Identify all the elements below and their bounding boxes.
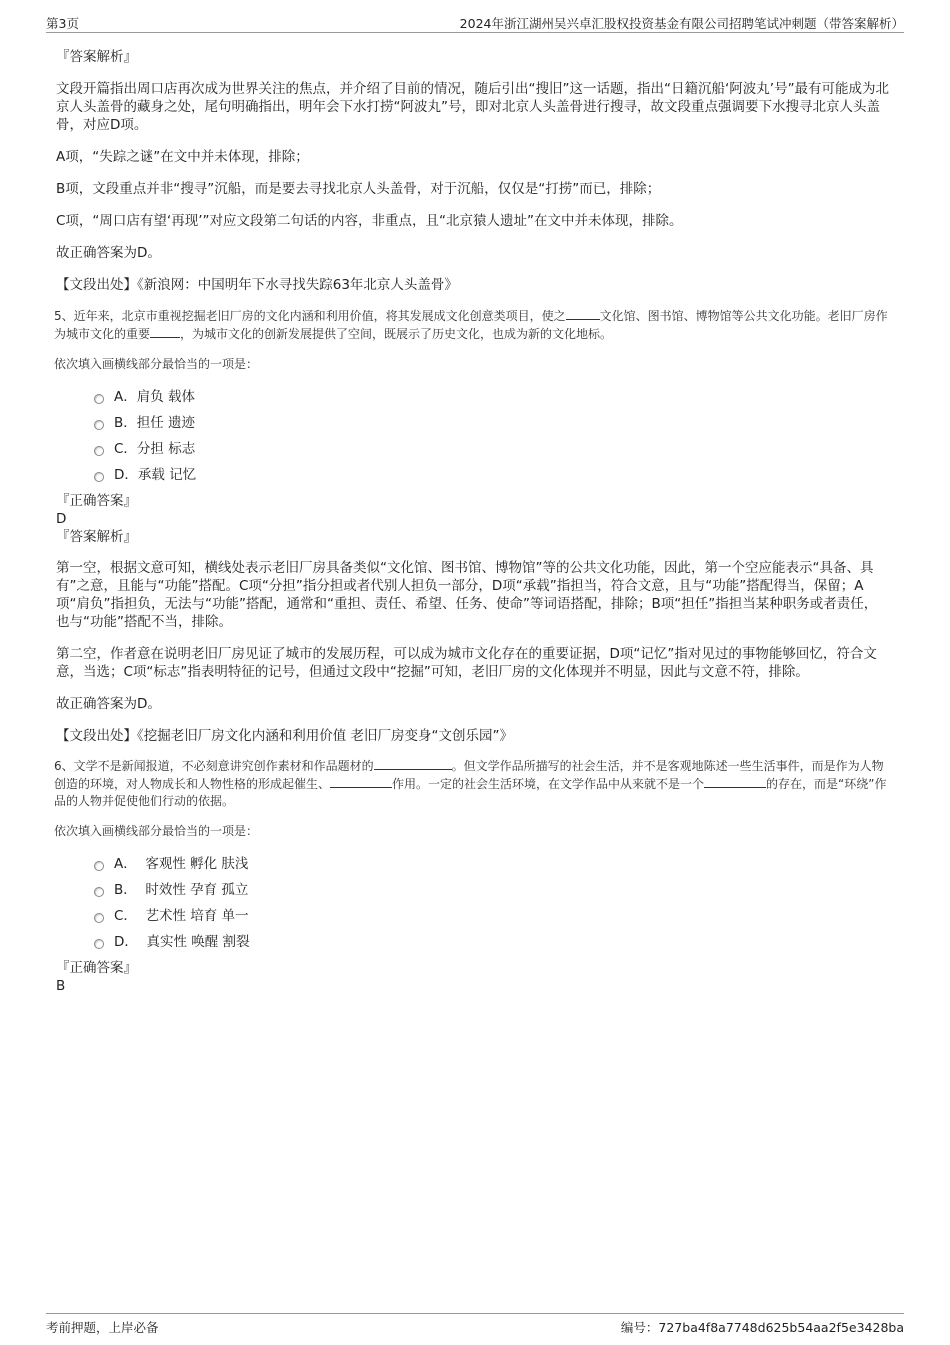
q6-option-c-label: C． 艺术性 培育 单一 xyxy=(114,908,249,924)
q6-stem-part3: 作用。一定的社会生活环境，在文学作品中从来就不是一个 xyxy=(392,777,705,791)
q4-option-a-note: A项，“失踪之谜”在文中并未体现，排除； xyxy=(56,149,309,165)
q6-blank-2 xyxy=(330,775,392,788)
radio-button-icon[interactable] xyxy=(94,472,104,482)
q5-option-c[interactable] xyxy=(94,436,890,462)
q6-answer: B xyxy=(56,978,66,994)
radio-button-icon[interactable] xyxy=(94,446,104,456)
page-footer xyxy=(46,1313,904,1335)
q6-option-a-label: A． 客观性 孵化 肤浅 xyxy=(114,856,249,872)
q6-stem-part4: 的存在，而是“环绕”作品的人物并促使他们行动的依据。 xyxy=(54,777,887,808)
q5-answer: D xyxy=(56,511,67,527)
q6-answer-heading: 『正确答案』 xyxy=(56,960,137,976)
q5-source: 【文段出处】《挖掘老旧厂房文化内涵和利用价值 老旧厂房变身“文创乐园”》 xyxy=(56,728,514,744)
radio-button-icon[interactable] xyxy=(94,420,104,430)
q6-stem-part1: 6、文学不是新闻报道，不必刻意讲究创作素材和作品题材的 xyxy=(54,759,374,773)
q4-conclusion: 故正确答案为D。 xyxy=(56,245,161,261)
q5-stem-part3: ，为城市文化的创新发展提供了空间，既展示了历史文化，也成为新的文化地标。 xyxy=(180,327,613,341)
page-header xyxy=(46,12,904,33)
document-body xyxy=(56,46,890,995)
q5-option-a[interactable] xyxy=(94,384,890,410)
q4-analysis-para: 文段开篇指出周口店再次成为世界关注的焦点，并介绍了目前的情况，随后引出“搜旧”这一话题，指出“日籍沉船‘阿波丸’号”最有可能成为北京人头盖骨的藏身之处，尾句明确指出，明年会下水打捞“阿波丸”号，即对北京人头盖骨进行搜寻，故文段重点强调要下水搜寻北京人头盖骨，对应D项。 xyxy=(56,81,890,133)
page-number: 第3页 xyxy=(46,16,79,31)
q6-option-b[interactable] xyxy=(94,877,890,903)
q6-option-b-label: B． 时效性 孕育 孤立 xyxy=(114,882,249,898)
q4-source: 【文段出处】《新浪网：中国明年下水寻找失踪63年北京人头盖骨》 xyxy=(56,277,458,293)
q4-option-c-note: C项，“周口店有望‘再现’”对应文段第二句话的内容，非重点，且“北京猿人遗址”在文中并未体现，排除。 xyxy=(56,213,683,229)
q5-answer-heading: 『正确答案』 xyxy=(56,493,137,509)
q5-stem xyxy=(54,307,890,343)
document-title: 2024年浙江湖州吴兴卓汇股权投资基金有限公司招聘笔试冲刺题（带答案解析） xyxy=(459,16,904,31)
q5-conclusion: 故正确答案为D。 xyxy=(56,696,161,712)
q5-option-b-label: B．担任 遗迹 xyxy=(114,415,196,431)
q4-option-b-note: B项，文段重点并非“搜寻”沉船，而是要去寻找北京人头盖骨，对于沉船，仅仅是“打捞”而已，排除； xyxy=(56,181,661,197)
q5-stem-part2: 文化馆、图书馆、博物馆等公共文化功能。老旧厂房作为城市文化的重要 xyxy=(54,309,888,341)
q5-option-a-label: A．肩负 载体 xyxy=(114,389,196,405)
radio-button-icon[interactable] xyxy=(94,394,104,404)
q5-blank-2 xyxy=(150,325,180,338)
q5-analysis-para2: 第二空，作者意在说明老旧厂房见证了城市的发展历程，可以成为城市文化存在的重要证据，D项“记忆”指对见过的事物能够回忆，符合文意，当选；C项“标志”指表明特征的记号，但通过文段中“挖掘”可知，老旧厂房的文化体现并不明显，因此与文意不符，排除。 xyxy=(56,646,877,680)
footer-slogan: 考前押题，上岸必备 xyxy=(46,1320,159,1335)
q6-option-a[interactable] xyxy=(94,851,890,877)
q5-option-c-label: C．分担 标志 xyxy=(114,441,196,457)
radio-button-icon[interactable] xyxy=(94,913,104,923)
q6-option-d-label: D． 真实性 唤醒 割裂 xyxy=(114,934,250,950)
radio-button-icon[interactable] xyxy=(94,939,104,949)
q5-blank-1 xyxy=(566,307,600,320)
q5-option-b[interactable] xyxy=(94,410,890,436)
q4-analysis-heading: 『答案解析』 xyxy=(56,49,137,65)
q5-stem-part1: 5、近年来，北京市重视挖掘老旧厂房的文化内涵和利用价值，将其发展成文化创意类项目，使之 xyxy=(54,309,566,323)
q6-option-d[interactable] xyxy=(94,929,890,955)
q5-option-d-label: D．承载 记忆 xyxy=(114,467,197,483)
q5-option-d[interactable] xyxy=(94,462,890,488)
q6-prompt: 依次填入画横线部分最恰当的一项是： xyxy=(54,824,259,838)
radio-button-icon[interactable] xyxy=(94,887,104,897)
q5-analysis-heading: 『答案解析』 xyxy=(56,529,137,545)
q5-analysis-para1: 第一空，根据文意可知，横线处表示老旧厂房具备类似“文化馆、图书馆、博物馆”等的公共文化功能，因此，第一个空应能表示“具备、具有”之意，且能与“功能”搭配。C项“分担”指分担或者代别人担负一部分，D项“承载”指担当，符合文意，且与“功能”搭配得当，保留；A项“肩负”指担负，无法与“功能”搭配，通常和“重担、责任、希望、任务、使命”等词语搭配，排除；B项“担任”指担当某种职务或者责任，也与“功能”搭配不当，排除。 xyxy=(56,560,878,630)
radio-button-icon[interactable] xyxy=(94,861,104,871)
q6-stem-part2: 。但文学作品所描写的社会生活，并不是客观地陈述一些生活事件，而是作为人物创造的环境，对人物成长和人物性格的形成起催生、 xyxy=(54,759,884,791)
document-code: 编号：727ba4f8a7748d625b54aa2f5e3428ba xyxy=(620,1320,904,1335)
q5-options xyxy=(94,384,890,488)
q6-blank-3 xyxy=(704,775,766,788)
q5-prompt: 依次填入画横线部分最恰当的一项是： xyxy=(54,357,259,371)
q6-options xyxy=(94,851,890,955)
q6-blank-1 xyxy=(374,757,452,770)
q6-stem xyxy=(54,757,890,810)
q6-option-c[interactable] xyxy=(94,903,890,929)
